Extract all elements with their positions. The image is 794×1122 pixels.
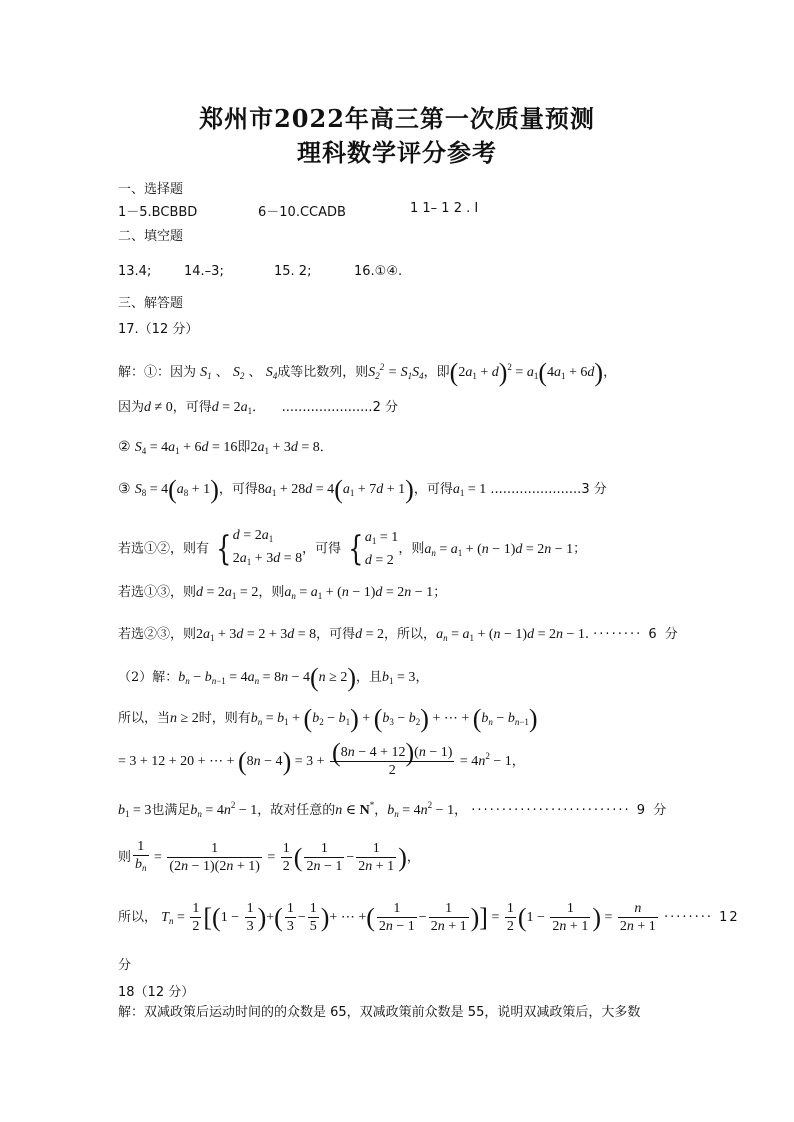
q17-line-11: $b_1 = 3$也满足$b_n = 4n^2 - 1$，故对任意的n ∈ N*，$b_n = 4n^2 - 1$， ·························· 9 分 — [118, 800, 669, 819]
section-multiple-choice: 一、选择题 — [118, 182, 184, 197]
fill-answer-13: 13.4; — [118, 264, 152, 279]
fill-answer-14: 14.–3; — [184, 264, 224, 279]
q17-line-12: 则 $\frac{1}{b_n}$ = $\frac{1}{(2n - 1)(2n + 1)}$ = $\frac{1}{2}$ ( $\frac{1}{2n - 1}$ − $\frac{1}{2n + 1}$ )， — [118, 838, 420, 877]
q18-line-1: 解：双减政策后运动时间的的众数是 65，双减政策前众数是 55，说明双减政策后，大多数 — [118, 1005, 641, 1020]
mc-answers-11-12: 1 1– 1 2 . I — [410, 201, 479, 216]
q17-line-2: 因为d ≠ 0，可得$d = 2a_1$． ......................2 分 — [118, 400, 398, 416]
fill-answer-15: 15. 2; — [274, 264, 312, 279]
mc-answers-1-5: 1－5.BCBBD — [118, 205, 198, 220]
page-title: 郑州市2022年高三第一次质量预测 — [199, 104, 595, 133]
page-subtitle: 理科数学评分参考 — [297, 138, 497, 167]
q17-line-5: 若选①②，则有 {$d = 2a_1$ $2a_1 + 3d = 8$，可得 {$a_1 = 1$ d = 2，则$a_n = a_1 + (n - 1)d = 2n - 1$； — [118, 528, 587, 569]
q17-line-3: ② $S_4 = 4a_1 + 6d = 16$即$2a_1 + 3d = 8$． — [118, 440, 333, 456]
q17-line-1: 解：①：因为 $S_1$ 、 $S_2$ 、 $S_4$成等比数列，则$S_2^2 = S_1S_4$，即$(2a_1 + d)^2 = a_1(4a_1 + 6d)$， — [118, 358, 617, 387]
section-fill-blank: 二、填空题 — [118, 229, 184, 244]
q17-line-9: 所以，当n ≥ 2时，则有$b_n = b_1 + (b_2 - b_1) + (b_3 - b_2)$ + ⋯ + $(b_n - b_{n-1})$ — [118, 704, 538, 733]
q17-line-4: ③ $S_8 = 4(a_8 + 1)$，可得$8a_1 + 28d = 4(a_1 + 7d + 1)$，可得$a_1 = 1$ ......................3 分 — [118, 475, 607, 504]
q17-line-14: 分 — [118, 958, 132, 973]
q17-line-7: 若选②③，则$2a_1 + 3d = 2 + 3d = 8$，可得d = 2，所以，$a_n = a_1 + (n - 1)d = 2n - 1$. ········ 6 分 — [118, 627, 680, 643]
q17-line-10: = 3 + 12 + 20 + ⋯ + (8n − 4) = 3 + $\frac{(8n - 4 + 12)(n - 1)}{2}$ = $4n^2 - 1$， — [118, 738, 525, 778]
q17-line-6: 若选①③，则$d = 2a_1 = 2$，则$a_n = a_1 + (n - 1)d = 2n - 1$； — [118, 585, 447, 601]
q17-line-13: 所以， $T_n$ = $\frac{1}{2}$ [(1 − $\frac{1}{3}$ )+( $\frac{1}{3}$ − $\frac{1}{5}$ )+ ⋯ +( $\frac{1}{2n - 1}$ − $\frac{1}{2n + 1}$ )] = $\frac{1}{2}$ (1 − $\frac{1}{2n + 1}$ ) = $\frac{n}{2n + 1}$ ········ 12 — [118, 901, 740, 934]
q18-header: 18（12 分） — [118, 985, 195, 1000]
section-solutions: 三、解答题 — [118, 296, 184, 311]
mc-answers-6-10: 6－10.CCADB — [258, 205, 346, 220]
fill-answer-16: 16.①④. — [354, 264, 403, 279]
q17-header: 17.（12 分） — [118, 322, 199, 337]
q17-line-8: （2）解：$b_n - b_{n-1} = 4a_n = 8n - 4(n \ge 2)$，且$b_1 = 3$， — [118, 663, 429, 692]
